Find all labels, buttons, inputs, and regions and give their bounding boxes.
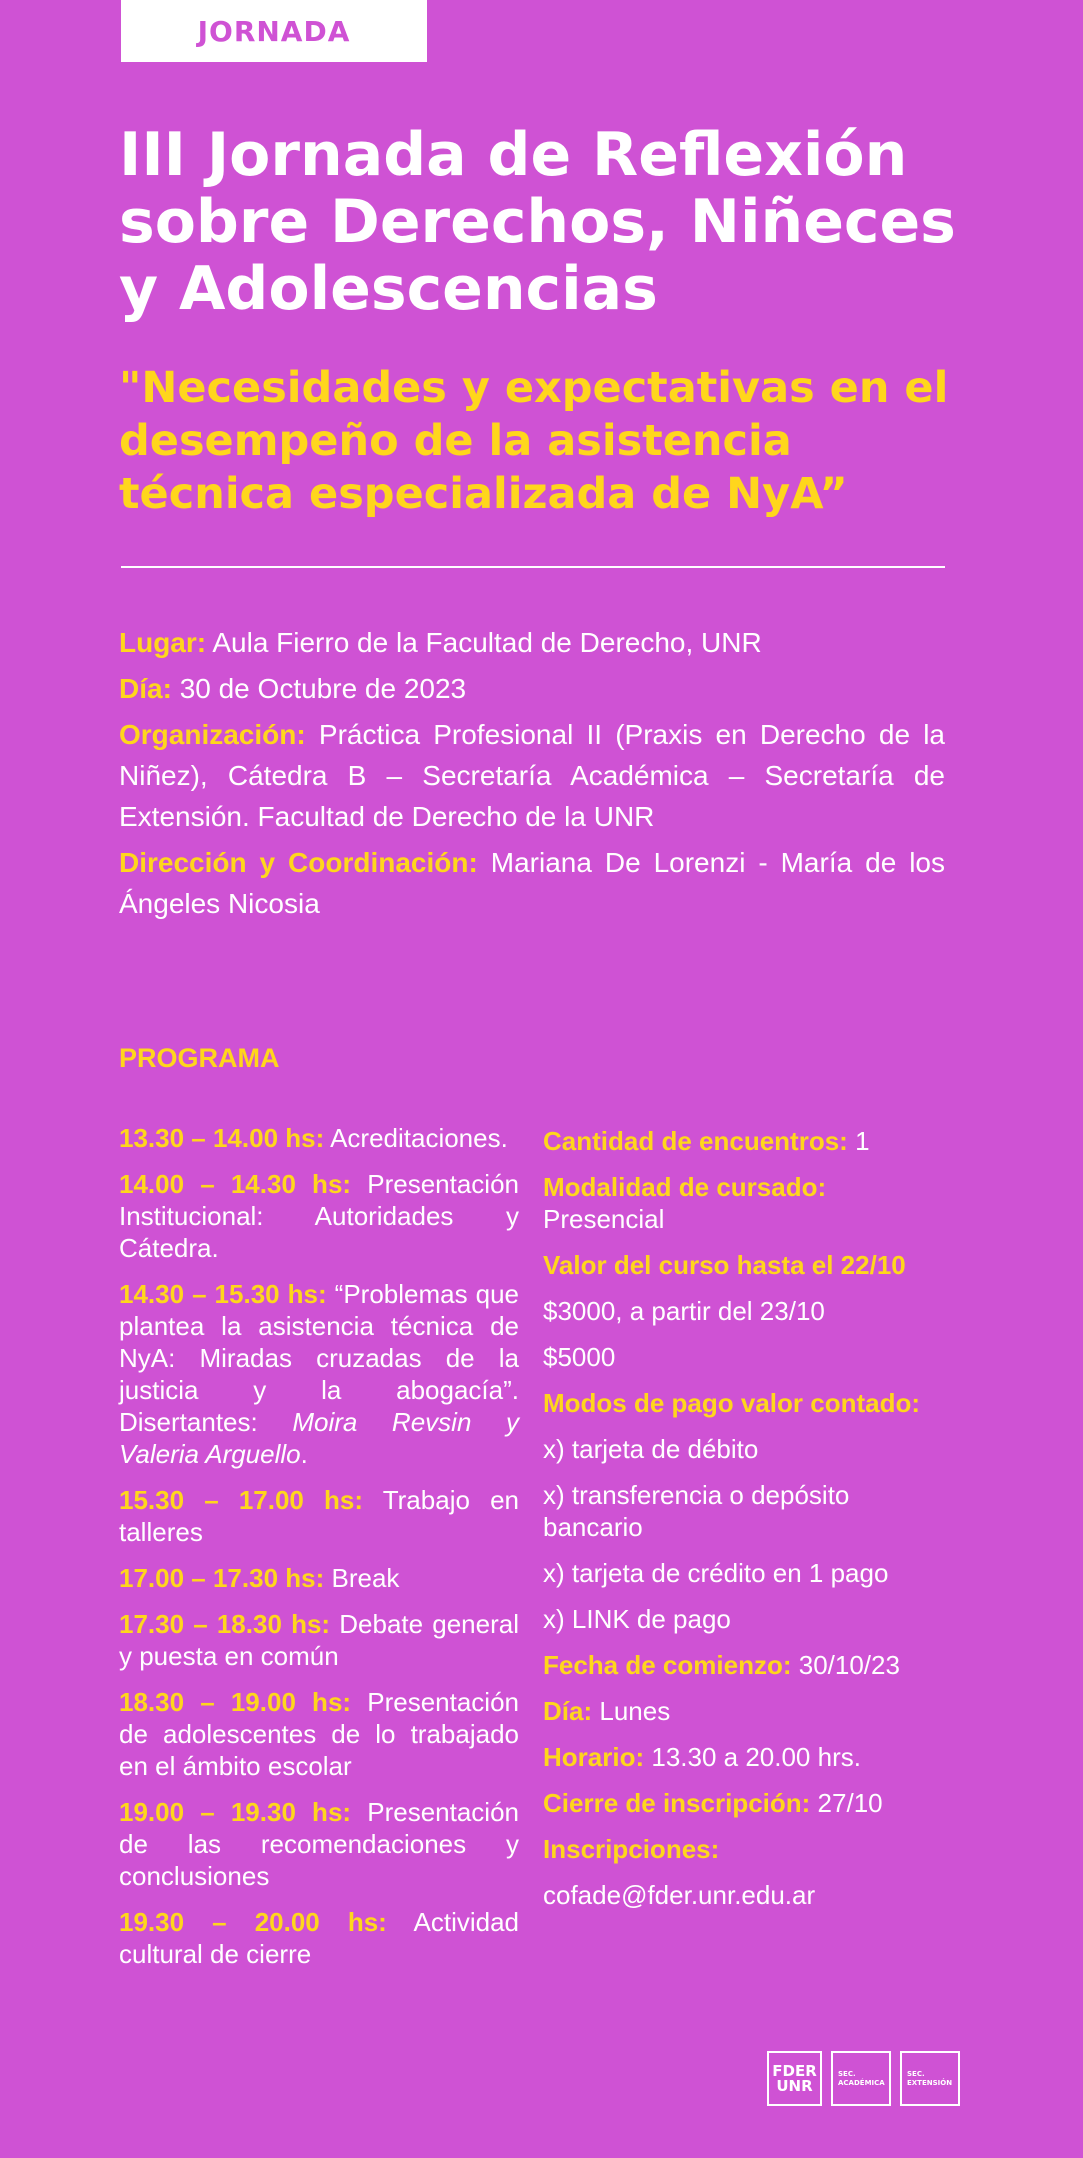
info-direccion-value: Mariana De Lorenzi - María de los Ángeles Nicosia xyxy=(119,847,945,919)
detail-value: 30/10/23 xyxy=(798,1650,900,1680)
detail-label: Horario: xyxy=(543,1742,645,1772)
info-organizacion-value: Práctica Profesional II (Praxis en Derecho de la Niñez), Cátedra B – Secretaría Académica – Secretaría de Extensión. Facultad de Derecho de la UNR xyxy=(119,719,945,832)
info-direccion xyxy=(119,842,945,924)
programa-list xyxy=(119,1122,519,1984)
programa-text: Trabajo en talleres xyxy=(119,1485,519,1547)
detail-encuentros xyxy=(543,1125,945,1157)
extension-logo-line-1: SEC. xyxy=(907,2069,925,2078)
programa-text: Presentación Institucional: Autoridades y Cátedra. xyxy=(119,1169,519,1263)
programa-item xyxy=(119,1278,519,1470)
detail-horario xyxy=(543,1741,945,1773)
detail-cierre xyxy=(543,1787,945,1819)
detail-fecha xyxy=(543,1649,945,1681)
programa-end: . xyxy=(300,1439,308,1469)
event-subtitle: "Necesidades y expectativas en el desempeño de la asistencia técnica especializada de NyA” xyxy=(119,363,949,519)
programa-time: 18.30 – 19.00 hs: xyxy=(119,1687,352,1717)
detail-value: 27/10 xyxy=(817,1788,883,1818)
category-tag: JORNADA xyxy=(121,0,427,62)
detail-value: Presencial xyxy=(543,1204,665,1234)
institution-logos xyxy=(767,2051,960,2106)
programa-item xyxy=(119,1562,519,1594)
detail-pago-option: x) tarjeta de débito xyxy=(543,1434,759,1464)
programa-time: 17.00 – 17.30 hs: xyxy=(119,1563,325,1593)
programa-item xyxy=(119,1686,519,1782)
programa-item xyxy=(119,1168,519,1264)
detail-modalidad xyxy=(543,1171,945,1235)
programa-time: 13.30 – 14.00 hs: xyxy=(119,1123,325,1153)
detail-value: 1 xyxy=(855,1126,870,1156)
detail-label: Cantidad de encuentros: xyxy=(543,1126,848,1156)
programa-item xyxy=(119,1608,519,1672)
programa-item xyxy=(119,1906,519,1970)
contact-email[interactable]: cofade@fder.unr.edu.ar xyxy=(543,1880,816,1910)
detail-inscripciones-label: Inscripciones: xyxy=(543,1834,720,1864)
course-details xyxy=(543,1125,945,1925)
detail-value: Lunes xyxy=(599,1696,671,1726)
info-direccion-label: Dirección y Coordinación: xyxy=(119,847,478,878)
academica-logo-line-1: SEC. xyxy=(838,2069,856,2078)
info-organizacion xyxy=(119,714,945,837)
sec-extension-logo xyxy=(900,2051,960,2106)
programa-speakers: Moira Revsin y Valeria Arguello xyxy=(119,1407,519,1469)
programa-text: Debate general y puesta en común xyxy=(119,1609,519,1671)
programa-item xyxy=(119,1484,519,1548)
info-dia xyxy=(119,668,945,709)
detail-value: 13.30 a 20.00 hrs. xyxy=(651,1742,861,1772)
programa-time: 17.30 – 18.30 hs: xyxy=(119,1609,331,1639)
detail-pago-option: x) tarjeta de crédito en 1 pago xyxy=(543,1558,889,1588)
divider xyxy=(121,566,945,568)
detail-label: Fecha de comienzo: xyxy=(543,1650,792,1680)
detail-valor-1: $3000, a partir del 23/10 xyxy=(543,1296,825,1326)
programa-text: “Problemas que plantea la asistencia técnica de NyA: Miradas cruzadas de la justicia y la abogacía”. Disertantes: xyxy=(119,1279,519,1437)
info-lugar xyxy=(119,622,945,663)
extension-logo-line-2: EXTENSIÓN xyxy=(907,2078,953,2087)
detail-pago-option: x) LINK de pago xyxy=(543,1604,731,1634)
programa-text: Acreditaciones. xyxy=(330,1123,508,1153)
programa-heading: PROGRAMA xyxy=(119,1043,280,1073)
programa-time: 14.00 – 14.30 hs: xyxy=(119,1169,352,1199)
info-lugar-label: Lugar: xyxy=(119,627,207,658)
programa-time: 15.30 – 17.00 hs: xyxy=(119,1485,364,1515)
detail-valor-label: Valor del curso hasta el 22/10 xyxy=(543,1250,906,1280)
detail-label: Día: xyxy=(543,1696,593,1726)
programa-text: Actividad cultural de cierre xyxy=(119,1907,519,1969)
programa-time: 19.30 – 20.00 hs: xyxy=(119,1907,387,1937)
detail-label: Cierre de inscripción: xyxy=(543,1788,811,1818)
programa-time: 14.30 – 15.30 hs: xyxy=(119,1279,327,1309)
detail-pago-label: Modos de pago valor contado: xyxy=(543,1388,921,1418)
sec-academica-logo xyxy=(831,2051,891,2106)
programa-time: 19.00 – 19.30 hs: xyxy=(119,1797,352,1827)
event-info xyxy=(119,622,945,929)
fder-unr-logo xyxy=(767,2051,822,2106)
detail-valor-2: $5000 xyxy=(543,1342,616,1372)
programa-text: Break xyxy=(331,1563,400,1593)
academica-logo-line-2: ACADÉMICA xyxy=(838,2078,885,2087)
programa-text: Presentación de adolescentes de lo trabajado en el ámbito escolar xyxy=(119,1687,519,1781)
info-dia-label: Día: xyxy=(119,673,172,704)
info-dia-value: 30 de Octubre de 2023 xyxy=(179,673,467,704)
info-lugar-value: Aula Fierro de la Facultad de Derecho, UNR xyxy=(212,627,762,658)
info-organizacion-label: Organización: xyxy=(119,719,306,750)
detail-pago-option: x) transferencia o depósito bancario xyxy=(543,1480,850,1542)
event-title: III Jornada de Reflexión sobre Derechos, Niñeces y Adolescencias xyxy=(119,120,956,324)
fder-logo-line-1: FDER xyxy=(772,2061,817,2080)
programa-text: Presentación de las recomendaciones y conclusiones xyxy=(119,1797,519,1891)
detail-dia xyxy=(543,1695,945,1727)
detail-label: Modalidad de cursado: xyxy=(543,1172,827,1202)
programa-item xyxy=(119,1796,519,1892)
programa-item xyxy=(119,1122,519,1154)
fder-logo-line-2: UNR xyxy=(776,2076,813,2095)
